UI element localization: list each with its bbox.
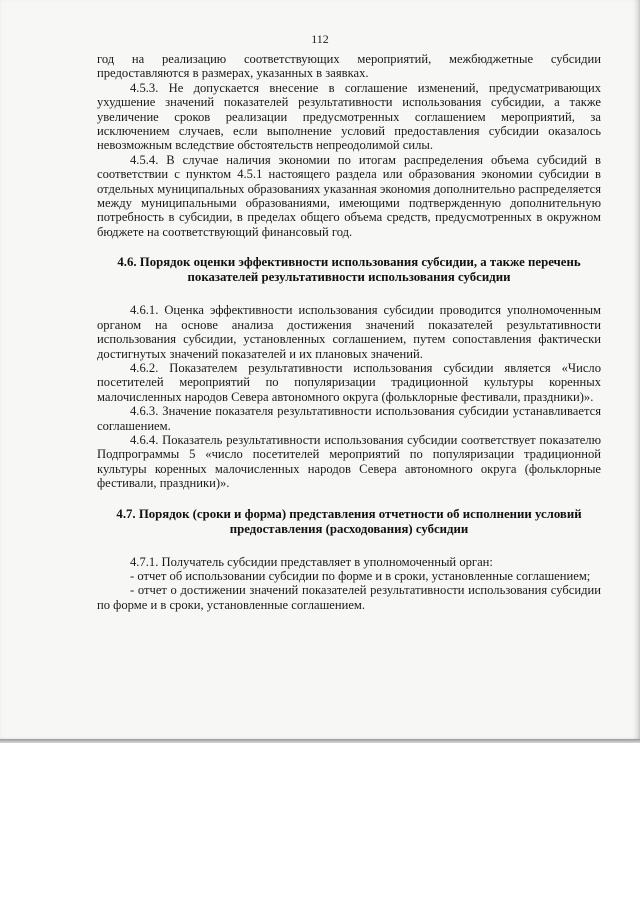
spacer — [97, 491, 601, 507]
spacer — [97, 537, 601, 555]
spacer — [97, 239, 601, 255]
document-body — [97, 52, 601, 612]
spacer — [97, 285, 601, 303]
paragraph-4-5-3: 4.5.3. Не допускается внесение в соглашение изменений, предусматривающих ухудшение значений показателей результативности использования субсидии, а также увеличение сроков реализации предусмотренных соглашением мероприятий, за исключением случаев, если выполнение условий предоставления субсидии оказалось невозможным вследствие обстоятельств непреодолимой силы. — [97, 80, 601, 153]
paragraph-4-7-1: 4.7.1. Получатель субсидии представляет в уполномоченный орган: — [130, 554, 493, 569]
paragraph-4-6-2: 4.6.2. Показателем результативности использования субсидии является «Число посетителей мероприятий по популяризации традиционной культуры коренных малочисленных народов Севера автономного округа (фольклорные фестивали, праздники)». — [97, 360, 601, 404]
list-item-results-report: - отчет о достижении значений показателей результативности использования субсидии по форме и в сроки, установленные соглашением. — [97, 583, 601, 612]
list-item-usage-report: - отчет об использовании субсидии по форме и в сроки, установленные соглашением; — [130, 568, 591, 583]
paragraph-continuation: год на реализацию соответствующих мероприятий, межбюджетные субсидии предоставляются в размерах, указанных в заявках. — [97, 52, 601, 81]
paragraph-4-5-4: 4.5.4. В случае наличия экономии по итогам распределения объема субсидий в соответствии с пунктом 4.5.1 настоящего раздела или образования экономии субсидии в отдельных муниципальных образованиях указанная экономия дополнительно распределяется между муниципальными образованиями, имеющими подтвержденную дополнительную потребность в субсидии, в пределах общего объема средств, предусмотренных в окружном бюджете на соответствующий финансовый год. — [97, 152, 601, 239]
page-bottom-edge — [0, 739, 640, 743]
paragraph-4-6-4: 4.6.4. Показатель результативности использования субсидии соответствует показателю Подпрограммы 5 «число посетителей мероприятий по популяризации традиционной культуры коренных малочисленных народов Севера автономного округа (фольклорные фестивали, праздники)». — [97, 432, 601, 491]
paragraph-4-6-3: 4.6.3. Значение показателя результативности использования субсидии устанавливается соглашением. — [97, 404, 601, 433]
section-heading-4-6: 4.6. Порядок оценки эффективности использования субсидии, а также перечень показателей результативности использования субсидии — [117, 255, 581, 285]
page-number: 112 — [311, 32, 329, 46]
paragraph-4-6-1: 4.6.1. Оценка эффективности использования субсидии проводится уполномоченным органом на основе анализа достижения значений показателей результативности использования субсидии, установленных соглашением, путем сопоставления фактически достигнутых значений показателей и их плановых значений. — [97, 303, 601, 361]
section-heading-4-7: 4.7. Порядок (сроки и форма) представления отчетности об исполнении условий предоставления (расходования) субсидии — [116, 506, 582, 536]
